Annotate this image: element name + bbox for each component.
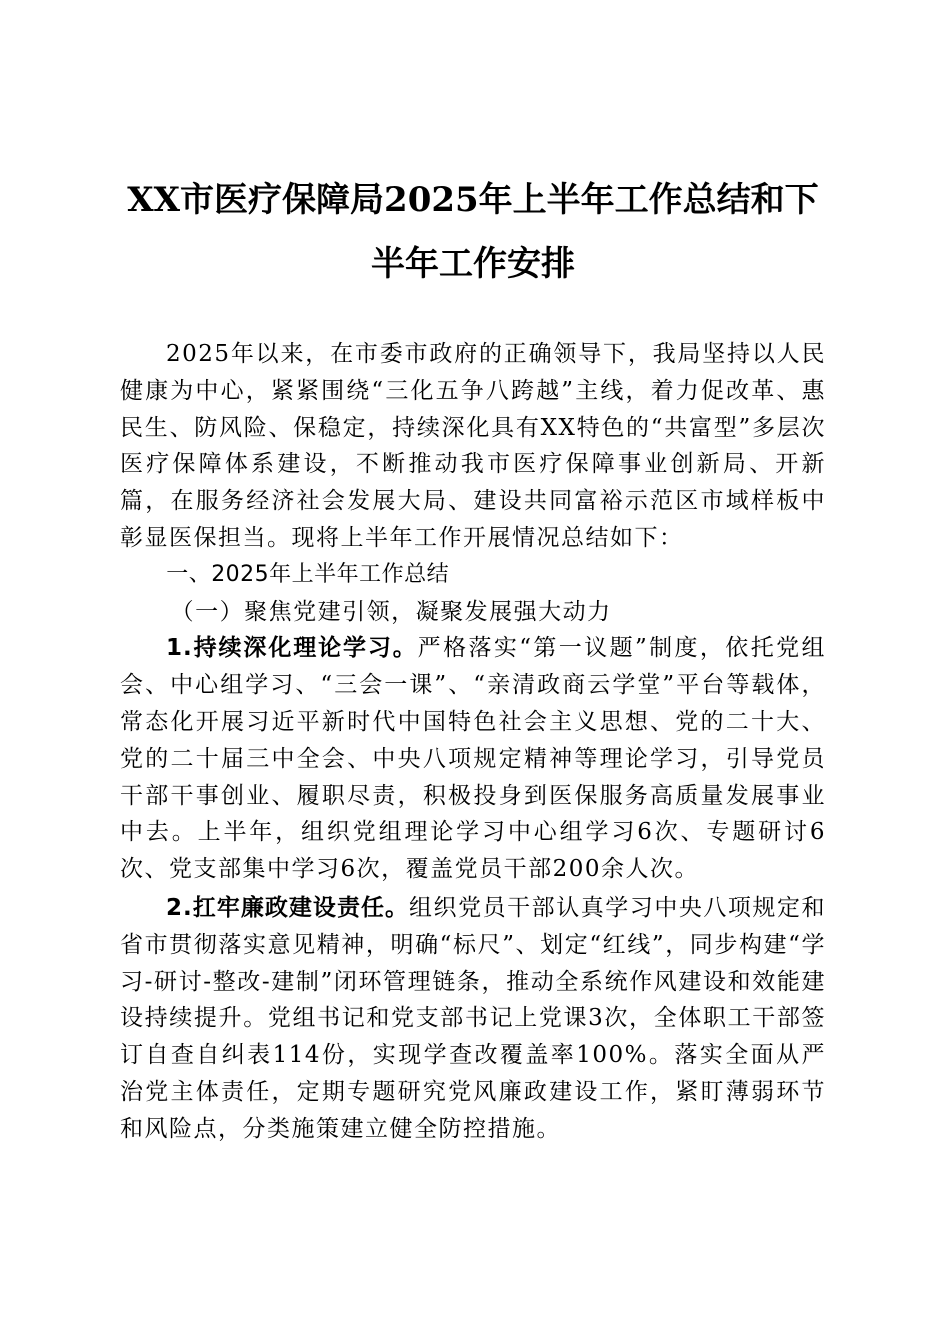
item-1-paragraph bbox=[120, 630, 826, 888]
document-page bbox=[120, 168, 826, 1148]
item-2-paragraph bbox=[120, 890, 826, 1148]
item-2-body: 组织党员干部认真学习中央八项规定和省市贯彻落实意见精神，明确“标尺”、划定“红线”，同步构建“学习-研讨-整改-建制”闭环管理链条，推动全系统作风建设和效能建设持续提升。党组书记和党支部书记上党课3次，全体职工干部签订自查自纠表114份，实现学查改覆盖率100%。落实全面从严治党主体责任，定期专题研究党风廉政建设工作，紧盯薄弱环节和风险点，分类施策建立健全防控措施。 bbox=[120, 894, 826, 1142]
item-2-lead: 2.扛牢廉政建设责任。 bbox=[166, 894, 410, 921]
section-heading: 一、2025年上半年工作总结 bbox=[166, 561, 450, 587]
subsection-heading: （一）聚焦党建引领，凝聚发展强大动力 bbox=[170, 598, 612, 625]
intro-paragraph: 2025年以来，在市委市政府的正确领导下，我局坚持以人民健康为中心，紧紧围绕“三化五争八跨越”主线，着力促改革、惠民生、防风险、保稳定，持续深化具有XX特色的“共富型”多层次医疗保障体系建设，不断推动我市医疗保障事业创新局、开新篇，在服务经济社会发展大局、建设共同富裕示范区市域样板中彰显医保担当。现将上半年工作开展情况总结如下： bbox=[120, 341, 826, 551]
document-body bbox=[120, 336, 826, 1148]
document-title bbox=[120, 168, 826, 296]
item-1-body: 严格落实“第一议题”制度，依托党组会、中心组学习、“三会一课”、“亲清政商云学堂”平台等载体，常态化开展习近平新时代中国特色社会主义思想、党的二十大、党的二十届三中全会、中央八项规定精神等理论学习，引导党员干部干事创业、履职尽责，积极投身到医保服务高质量发展事业中去。上半年，组织党组理论学习中心组学习6次、专题研讨6次、党支部集中学习6次，覆盖党员干部200余人次。 bbox=[120, 635, 826, 883]
title-line-2: 半年工作安排 bbox=[371, 244, 575, 284]
item-1-lead: 1.持续深化理论学习。 bbox=[166, 635, 418, 662]
title-line-1: XX市医疗保障局2025年上半年工作总结和下 bbox=[127, 180, 819, 220]
